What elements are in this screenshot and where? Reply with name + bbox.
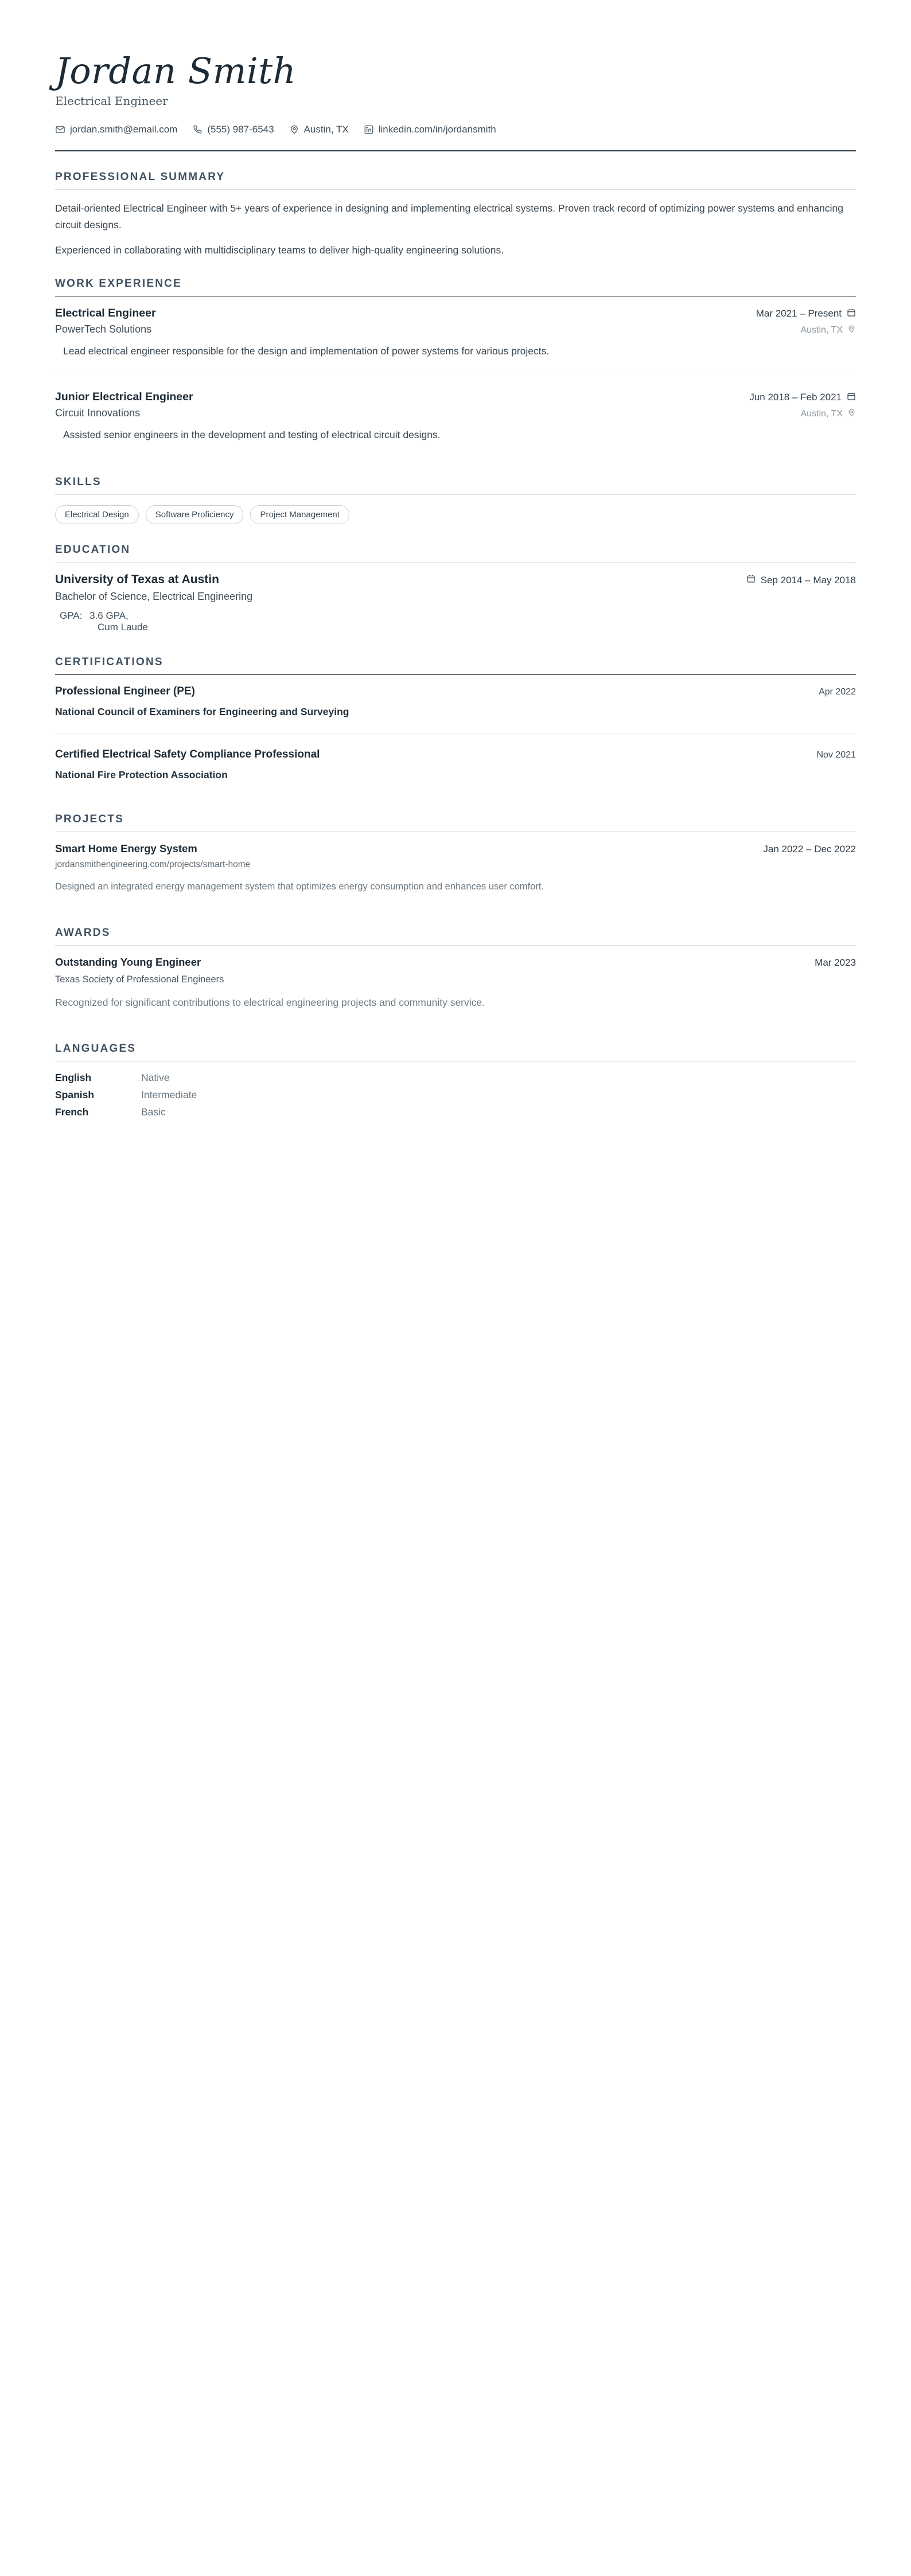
project-entry — [55, 842, 856, 894]
experience-date — [756, 308, 856, 320]
section-awards — [55, 927, 856, 1010]
contact-location — [289, 124, 349, 135]
skill-chip[interactable]: Electrical Design — [55, 505, 139, 524]
project-head — [55, 842, 856, 855]
certification-date: Apr 2022 — [819, 687, 856, 697]
contact-phone-text: (555) 987-6543 — [207, 124, 274, 135]
section-title-projects: PROJECTS — [55, 813, 124, 826]
language-name: Spanish — [55, 1088, 95, 1100]
project-url[interactable]: jordansmithengineering.com/projects/smart-home — [55, 860, 251, 870]
section-education — [55, 544, 856, 633]
awards-divider — [55, 945, 856, 946]
award-head — [55, 956, 856, 969]
education-date — [746, 574, 856, 586]
experience-entry — [55, 307, 856, 373]
experience-company: Circuit Innovations — [55, 407, 141, 419]
contact-email[interactable] — [55, 124, 177, 135]
candidate-job-title: Electrical Engineer — [55, 94, 168, 108]
certification-issuer: National Fire Protection Association — [55, 769, 228, 781]
resume-header — [55, 52, 856, 135]
header-divider — [55, 150, 856, 151]
summary-divider — [55, 189, 856, 190]
calendar-icon — [746, 574, 756, 586]
contact-row — [55, 124, 856, 135]
education-school: University of Texas at Austin — [55, 573, 219, 587]
education-gpa-label: GPA: — [60, 610, 83, 622]
certification-date: Nov 2021 — [816, 750, 856, 760]
award-description: Recognized for significant contributions to electrical engineering projects and community service. — [55, 996, 485, 1008]
education-degree: Bachelor of Science, Electrical Engineering — [55, 591, 253, 603]
language-level: Intermediate — [141, 1088, 197, 1100]
summary-paragraph-1: Detail-oriented Electrical Engineer with 5+ years of experience in designing and implementing electrical systems. Proven track record of optimizing power systems and enhancing circuit designs. — [55, 202, 843, 231]
calendar-icon — [847, 308, 856, 320]
certification-name: Professional Engineer (PE) — [55, 685, 195, 698]
education-gpa-value-line2: Cum Laude — [98, 622, 148, 633]
section-title-awards: AWARDS — [55, 926, 111, 939]
experience-location — [800, 408, 856, 420]
contact-location-text: Austin, TX — [303, 124, 349, 135]
education-divider — [55, 562, 856, 563]
experience-location-text: Austin, TX — [800, 409, 843, 419]
section-title-experience: WORK EXPERIENCE — [55, 278, 182, 290]
award-entry — [55, 956, 856, 1010]
education-gpa-value: 3.6 GPA, — [89, 610, 129, 622]
experience-entry-head — [55, 391, 856, 404]
certification-issuer: National Council of Examiners for Engineering and Surveying — [55, 706, 349, 718]
education-date-text: Sep 2014 – May 2018 — [760, 574, 856, 586]
location-pin-icon — [847, 325, 856, 336]
project-date: Jan 2022 – Dec 2022 — [763, 844, 856, 855]
experience-date-text: Jun 2018 – Feb 2021 — [749, 392, 842, 403]
certification-entry — [55, 685, 856, 733]
experience-role: Electrical Engineer — [55, 307, 156, 320]
calendar-icon — [847, 392, 856, 404]
certifications-divider — [55, 674, 856, 675]
language-name: English — [55, 1071, 92, 1083]
certification-entry — [55, 748, 856, 781]
certification-name: Certified Electrical Safety Compliance Professional — [55, 748, 320, 761]
email-icon — [55, 124, 65, 135]
experience-date — [749, 392, 856, 404]
education-gpa — [60, 610, 856, 633]
language-row — [55, 1072, 856, 1084]
award-name: Outstanding Young Engineer — [55, 955, 201, 968]
phone-icon — [192, 124, 203, 135]
certification-head — [55, 685, 856, 698]
section-work-experience — [55, 278, 856, 443]
candidate-name: Jordan Smith — [55, 50, 297, 92]
contact-phone[interactable] — [192, 124, 274, 135]
award-organization: Texas Society of Professional Engineers — [55, 974, 224, 985]
project-description: Designed an integrated energy management system that optimizes energy consumption and enhances user comfort. — [55, 881, 544, 892]
section-title-languages: LANGUAGES — [55, 1042, 137, 1055]
section-certifications — [55, 656, 856, 781]
skills-chip-list — [55, 505, 856, 524]
language-name: French — [55, 1106, 89, 1118]
experience-date-text: Mar 2021 – Present — [756, 308, 842, 319]
experience-description: Lead electrical engineer responsible for the design and implementation of power systems for various projects. — [63, 345, 550, 357]
section-title-certifications: CERTIFICATIONS — [55, 656, 163, 669]
section-title-skills: SKILLS — [55, 476, 102, 489]
skill-chip[interactable]: Project Management — [250, 505, 349, 524]
experience-location-text: Austin, TX — [800, 325, 843, 335]
experience-entry-head — [55, 307, 856, 320]
contact-email-text: jordan.smith@email.com — [70, 124, 178, 135]
section-title-summary: PROFESSIONAL SUMMARY — [55, 171, 225, 184]
experience-company: PowerTech Solutions — [55, 323, 152, 335]
experience-entry-sub — [55, 407, 856, 420]
experience-entry — [55, 391, 856, 443]
education-head — [55, 573, 856, 587]
location-pin-icon — [847, 408, 856, 420]
language-row — [55, 1106, 856, 1118]
location-pin-icon — [289, 124, 299, 135]
certification-head — [55, 748, 856, 761]
section-languages — [55, 1043, 856, 1118]
language-level: Basic — [141, 1106, 166, 1118]
section-professional-summary — [55, 171, 856, 258]
summary-paragraph-2: Experienced in collaborating with multidisciplinary teams to deliver high-quality engineering solutions. — [55, 244, 504, 256]
contact-linkedin-text: linkedin.com/in/jordansmith — [378, 124, 496, 135]
section-title-education: EDUCATION — [55, 544, 131, 556]
experience-entry-sub — [55, 323, 856, 336]
experience-description: Assisted senior engineers in the development and testing of electrical circuit designs. — [63, 429, 441, 441]
section-skills — [55, 476, 856, 524]
skill-chip[interactable]: Software Proficiency — [146, 505, 244, 524]
skills-divider — [55, 494, 856, 495]
award-date: Mar 2023 — [815, 957, 856, 968]
experience-role: Junior Electrical Engineer — [55, 391, 193, 404]
language-level: Native — [141, 1071, 170, 1083]
project-name: Smart Home Energy System — [55, 842, 197, 855]
contact-linkedin[interactable] — [364, 124, 496, 135]
linkedin-icon — [364, 124, 374, 135]
experience-location — [800, 325, 856, 336]
language-row — [55, 1089, 856, 1101]
section-projects — [55, 813, 856, 894]
